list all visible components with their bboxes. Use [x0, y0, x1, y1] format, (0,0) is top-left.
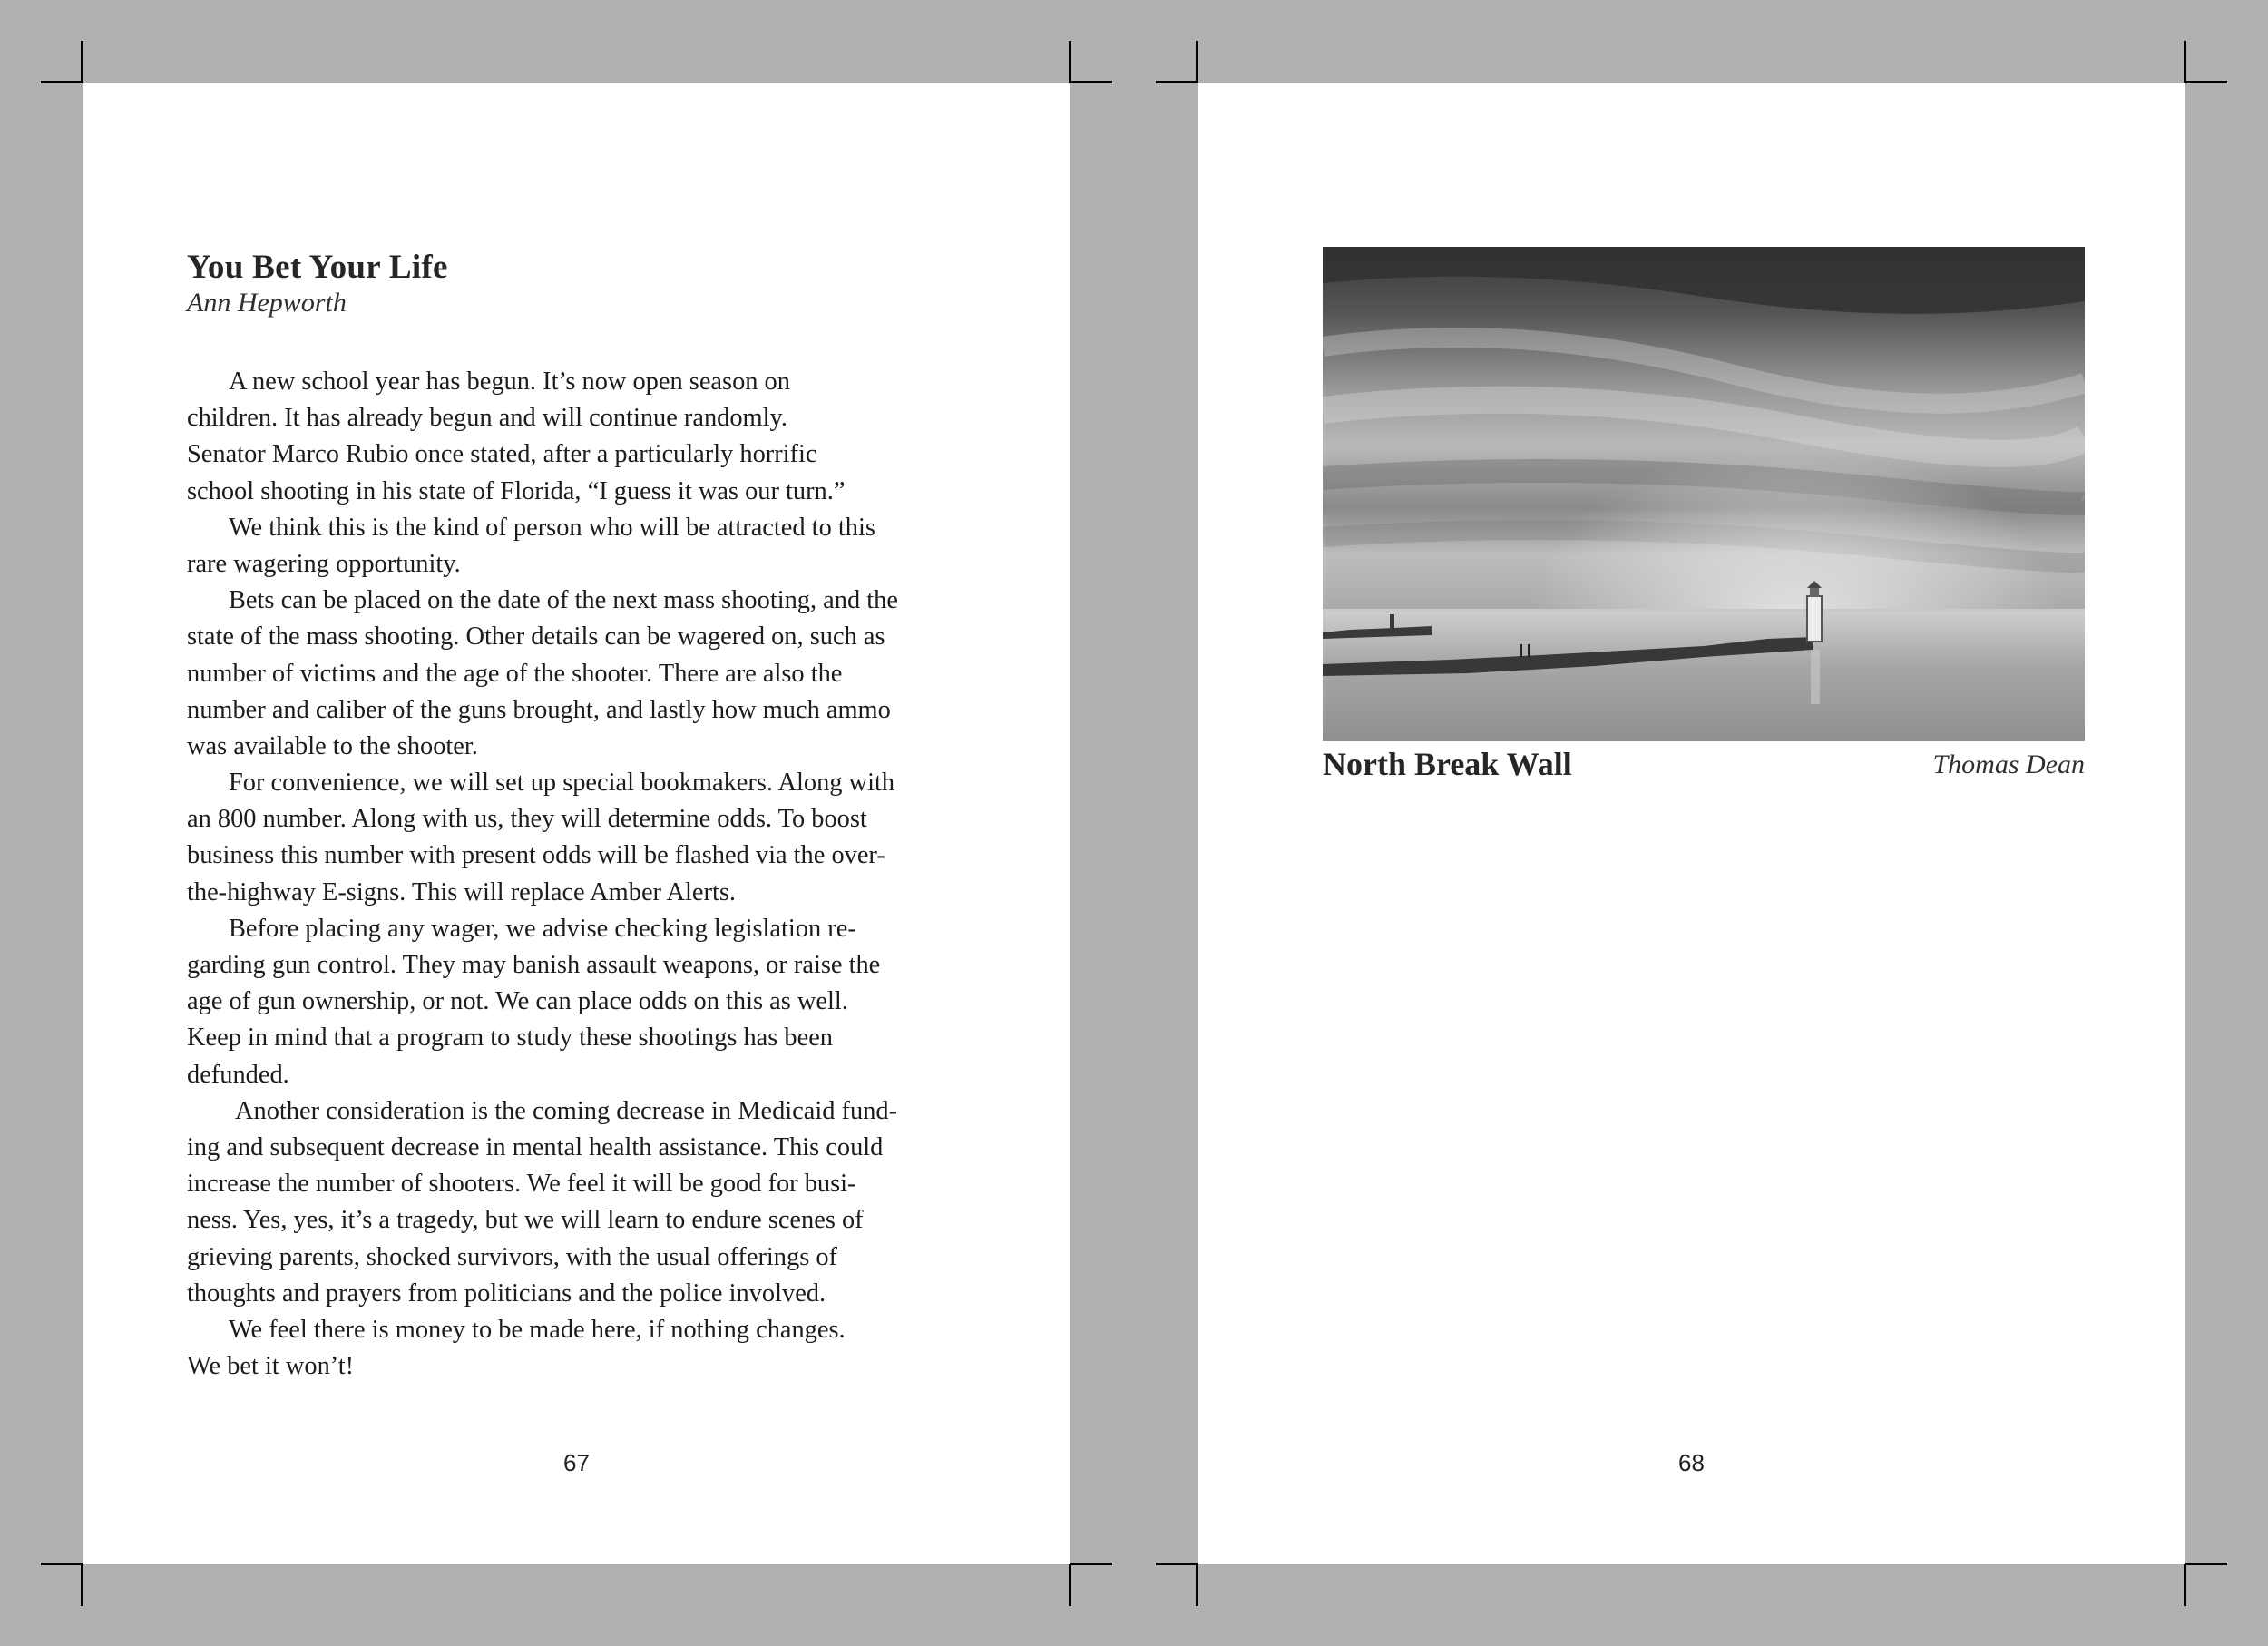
crop-mark	[41, 81, 83, 83]
text-line: age of gun ownership, or not. We can place odds on this as well.	[187, 987, 848, 1016]
crop-mark	[2185, 1563, 2227, 1565]
text-line: Bets can be placed on the date of the next mass shooting, and the	[229, 586, 898, 615]
text-line: A new school year has begun. It’s now open season on	[229, 367, 790, 396]
text-line: number and caliber of the guns brought, and lastly how much ammo	[187, 695, 891, 724]
text-line: defunded.	[187, 1060, 289, 1089]
photo-author: Thomas Dean	[1932, 750, 2085, 779]
crop-mark	[1196, 41, 1198, 83]
text-line: the-highway E-signs. This will replace Amber Alerts.	[187, 877, 737, 906]
text-line: ing and subsequent decrease in mental health assistance. This could	[187, 1132, 884, 1161]
crop-mark	[2185, 81, 2227, 83]
text-line: We bet it won’t!	[187, 1352, 355, 1381]
text-line: state of the mass shooting. Other details can be wagered on, such as	[187, 622, 885, 652]
crop-mark	[81, 41, 83, 83]
text-line: thoughts and prayers from politicians and the police involved.	[187, 1279, 826, 1308]
crop-mark	[1156, 1563, 1198, 1565]
text-line: business this number with present odds will be flashed via the over-	[187, 841, 885, 870]
text-line: an 800 number. Along with us, they will determine odds. To boost	[187, 805, 867, 834]
story-author: Ann Hepworth	[187, 288, 347, 318]
left-page	[83, 83, 1070, 1564]
text-line: We think this is the kind of person who will be attracted to this	[229, 513, 875, 542]
lighthouse-photo	[1323, 247, 2085, 741]
page-number: 68	[1678, 1449, 1705, 1476]
crop-mark	[1069, 1564, 1071, 1606]
crop-mark	[81, 1564, 83, 1606]
crop-mark	[1196, 1564, 1198, 1606]
text-line: For convenience, we will set up special bookmakers. Along with	[229, 769, 895, 798]
text-line: increase the number of shooters. We feel it will be good for busi-	[187, 1170, 856, 1199]
text-line: was available to the shooter.	[187, 731, 478, 760]
text-line: Keep in mind that a program to study these shootings has been	[187, 1024, 833, 1053]
story-title: You Bet Your Life	[187, 249, 448, 286]
story-body	[187, 364, 958, 1385]
crop-mark	[1156, 81, 1198, 83]
text-line: children. It has already begun and will continue randomly.	[187, 404, 787, 433]
text-line: ness. Yes, yes, it’s a tragedy, but we will learn to endure scenes of	[187, 1206, 864, 1235]
text-line: Senator Marco Rubio once stated, after a particularly horrific	[187, 440, 817, 469]
page-number: 67	[563, 1449, 590, 1476]
crop-mark	[2184, 41, 2186, 83]
text-line: school shooting in his state of Florida, “I guess it was our turn.”	[187, 476, 846, 505]
crop-mark	[2184, 1564, 2186, 1606]
text-line: Another consideration is the coming decrease in Medicaid fund-	[235, 1096, 898, 1125]
crop-mark	[41, 1563, 83, 1565]
crop-mark	[1070, 81, 1112, 83]
text-line: Before placing any wager, we advise checking legislation re-	[229, 914, 856, 943]
photo-title: North Break Wall	[1323, 746, 1572, 782]
crop-mark	[1070, 1563, 1112, 1565]
text-line: garding gun control. They may banish assault weapons, or raise the	[187, 951, 881, 979]
text-line: grieving parents, shocked survivors, with the usual offerings of	[187, 1242, 837, 1271]
text-line: We feel there is money to be made here, if nothing changes.	[229, 1315, 846, 1344]
right-page	[1198, 83, 2185, 1564]
text-line: rare wagering opportunity.	[187, 549, 461, 578]
crop-mark	[1069, 41, 1071, 83]
text-line: number of victims and the age of the shooter. There are also the	[187, 659, 843, 688]
